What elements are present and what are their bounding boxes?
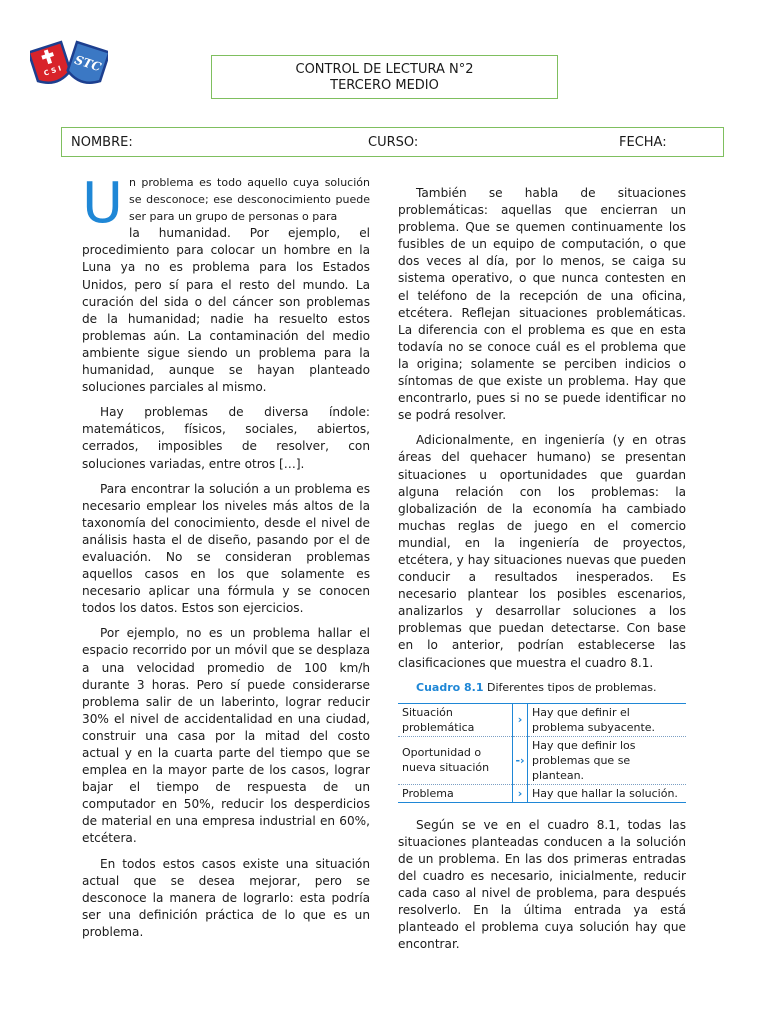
table-caption bbox=[398, 680, 686, 695]
paragraph-1-rest: la humanidad. Por ejemplo, el procedimiento para colocar un hombre en la Luna ya no es problema para los Estados Unidos, pero sí para el resto del mundo. La curación del sida o del cáncer son problemas de la humanidad; nadie ha resuelto estos problemas aún. La contaminación del medio ambiente sigue siendo un problema para la humanidad, aunque se hayan planteado soluciones parciales al mismo. bbox=[82, 226, 370, 395]
student-info-box bbox=[61, 127, 724, 157]
table-cell-type: Situación problemática bbox=[398, 703, 513, 736]
table-caption-text: Diferentes tipos de problemas. bbox=[487, 680, 657, 694]
paragraph-4: Por ejemplo, no es un problema hallar el espacio recorrido por un móvil que se desplaza a una velocidad promedio de 100 km/h durante 3 horas. Pero sí puede considerarse problema salir de un laberinto, lograr reducir 30% el nivel de accidentalidad en una ciudad, construir una casa por la mitad del costo actual y en la cuarta parte del tiempo que se emplea en la mayor parte de los casos, lograr bajar el tiempo de respuesta de un computador en 50%, reducir los desperdicios de material en una empresa industrial en 60%, etcétera. bbox=[82, 626, 370, 846]
paragraph-5: En todos estos casos existe una situación actual que se desea mejorar, pero se desconoce la manera de lograrlo: esta podría ser una definición práctica de lo que es un problema. bbox=[82, 856, 370, 939]
table-caption-label: Cuadro 8.1 bbox=[416, 680, 484, 694]
table-row bbox=[398, 784, 686, 802]
problem-types-table bbox=[398, 703, 686, 803]
drop-cap: U bbox=[82, 171, 123, 236]
course-label: CURSO: bbox=[368, 135, 419, 150]
table-cell-type: Problema bbox=[398, 784, 513, 802]
title-line-1: CONTROL DE LECTURA N°2 bbox=[295, 62, 474, 77]
left-column bbox=[82, 171, 370, 949]
right-column bbox=[398, 185, 686, 961]
paragraph-1-first: n problema es todo aquello cuya solución se desconoce; ese desconocimiento puede ser para un grupo de personas o para bbox=[129, 176, 370, 224]
arrow-icon: › bbox=[513, 784, 528, 802]
title-line-2: TERCERO MEDIO bbox=[330, 78, 439, 93]
paragraph-1 bbox=[82, 171, 370, 236]
table-row bbox=[398, 736, 686, 784]
table-cell-type: Oportunidad o nueva situación bbox=[398, 736, 513, 784]
table-cell-desc: Hay que hallar la solución. bbox=[528, 784, 687, 802]
paragraph-2: Hay problemas de diversa índole: matemáticos, físicos, sociales, abiertos, cerrados, imposibles de resolver, con soluciones variadas, entre otros […]. bbox=[82, 405, 370, 471]
title-box bbox=[211, 55, 558, 99]
paragraph-8: Según se ve en el cuadro 8.1, todas las situaciones planteadas conducen a la solución de un problema. En las dos primeras entradas del cuadro es necesario, inicialmente, reducir cada caso al nivel de problema, para después resolverlo. En la última entrada ya está planteado el problema cuya solución hay que encontrar. bbox=[398, 817, 686, 952]
paragraph-7: Adicionalmente, en ingeniería (y en otras áreas del quehacer humano) se presentan situaciones u oportunidades que guardan alguna relación con los problemas: la globalización de la economía ha cambiado muchas reglas de juego en el comercio mundial, en la ingeniería de proyectos, etcétera, y hay situaciones nuevas que pueden conducir a resultados inesperados. Es necesario plantear los posibles escenarios, analizarlos y desarrollar soluciones a los problemas que puedan detectarse. Con base en lo anterior, podrían establecerse las clasificaciones que muestra el cuadro 8.1. bbox=[398, 433, 686, 670]
paragraph-6: También se habla de situaciones problemáticas: aquellas que encierran un problema. Que se quemen continuamente los fusibles de un equipo de computación, o que dos veces al día, por lo menos, se caiga su sistema operativo, o que nunca contesten en el teléfono de la recepción de una oficina, etcétera. Reflejan situaciones problemáticas. La diferencia con el problema es que en esta todavía no se conoce cuál es el problema que la origina; solamente se perciben indicios o síntomas de que existe un problema. Hay que encontrarlo, pues si no se puede identificar no se podrá resolver. bbox=[398, 186, 686, 423]
table-row bbox=[398, 703, 686, 736]
logo-letters-right: STC bbox=[72, 52, 103, 75]
arrow-icon: -› bbox=[513, 736, 528, 784]
school-logo bbox=[30, 38, 108, 92]
date-label: FECHA: bbox=[619, 135, 667, 150]
table-cell-desc: Hay que definir los problemas que se plantean. bbox=[528, 736, 687, 784]
paragraph-3: Para encontrar la solución a un problema es necesario emplear los niveles más altos de la taxonomía del conocimiento, desde el nivel de análisis hasta el de diseño, pasando por el de evaluación. No se consideran problemas aquellos casos en los que solamente es necesario aplicar una fórmula y se conocen todos los datos. Estos son ejercicios. bbox=[82, 481, 370, 616]
arrow-icon: › bbox=[513, 703, 528, 736]
logo-letters-left: C S I bbox=[42, 64, 63, 78]
table-cell-desc: Hay que definir el problema subyacente. bbox=[532, 705, 656, 734]
name-label: NOMBRE: bbox=[71, 135, 133, 150]
